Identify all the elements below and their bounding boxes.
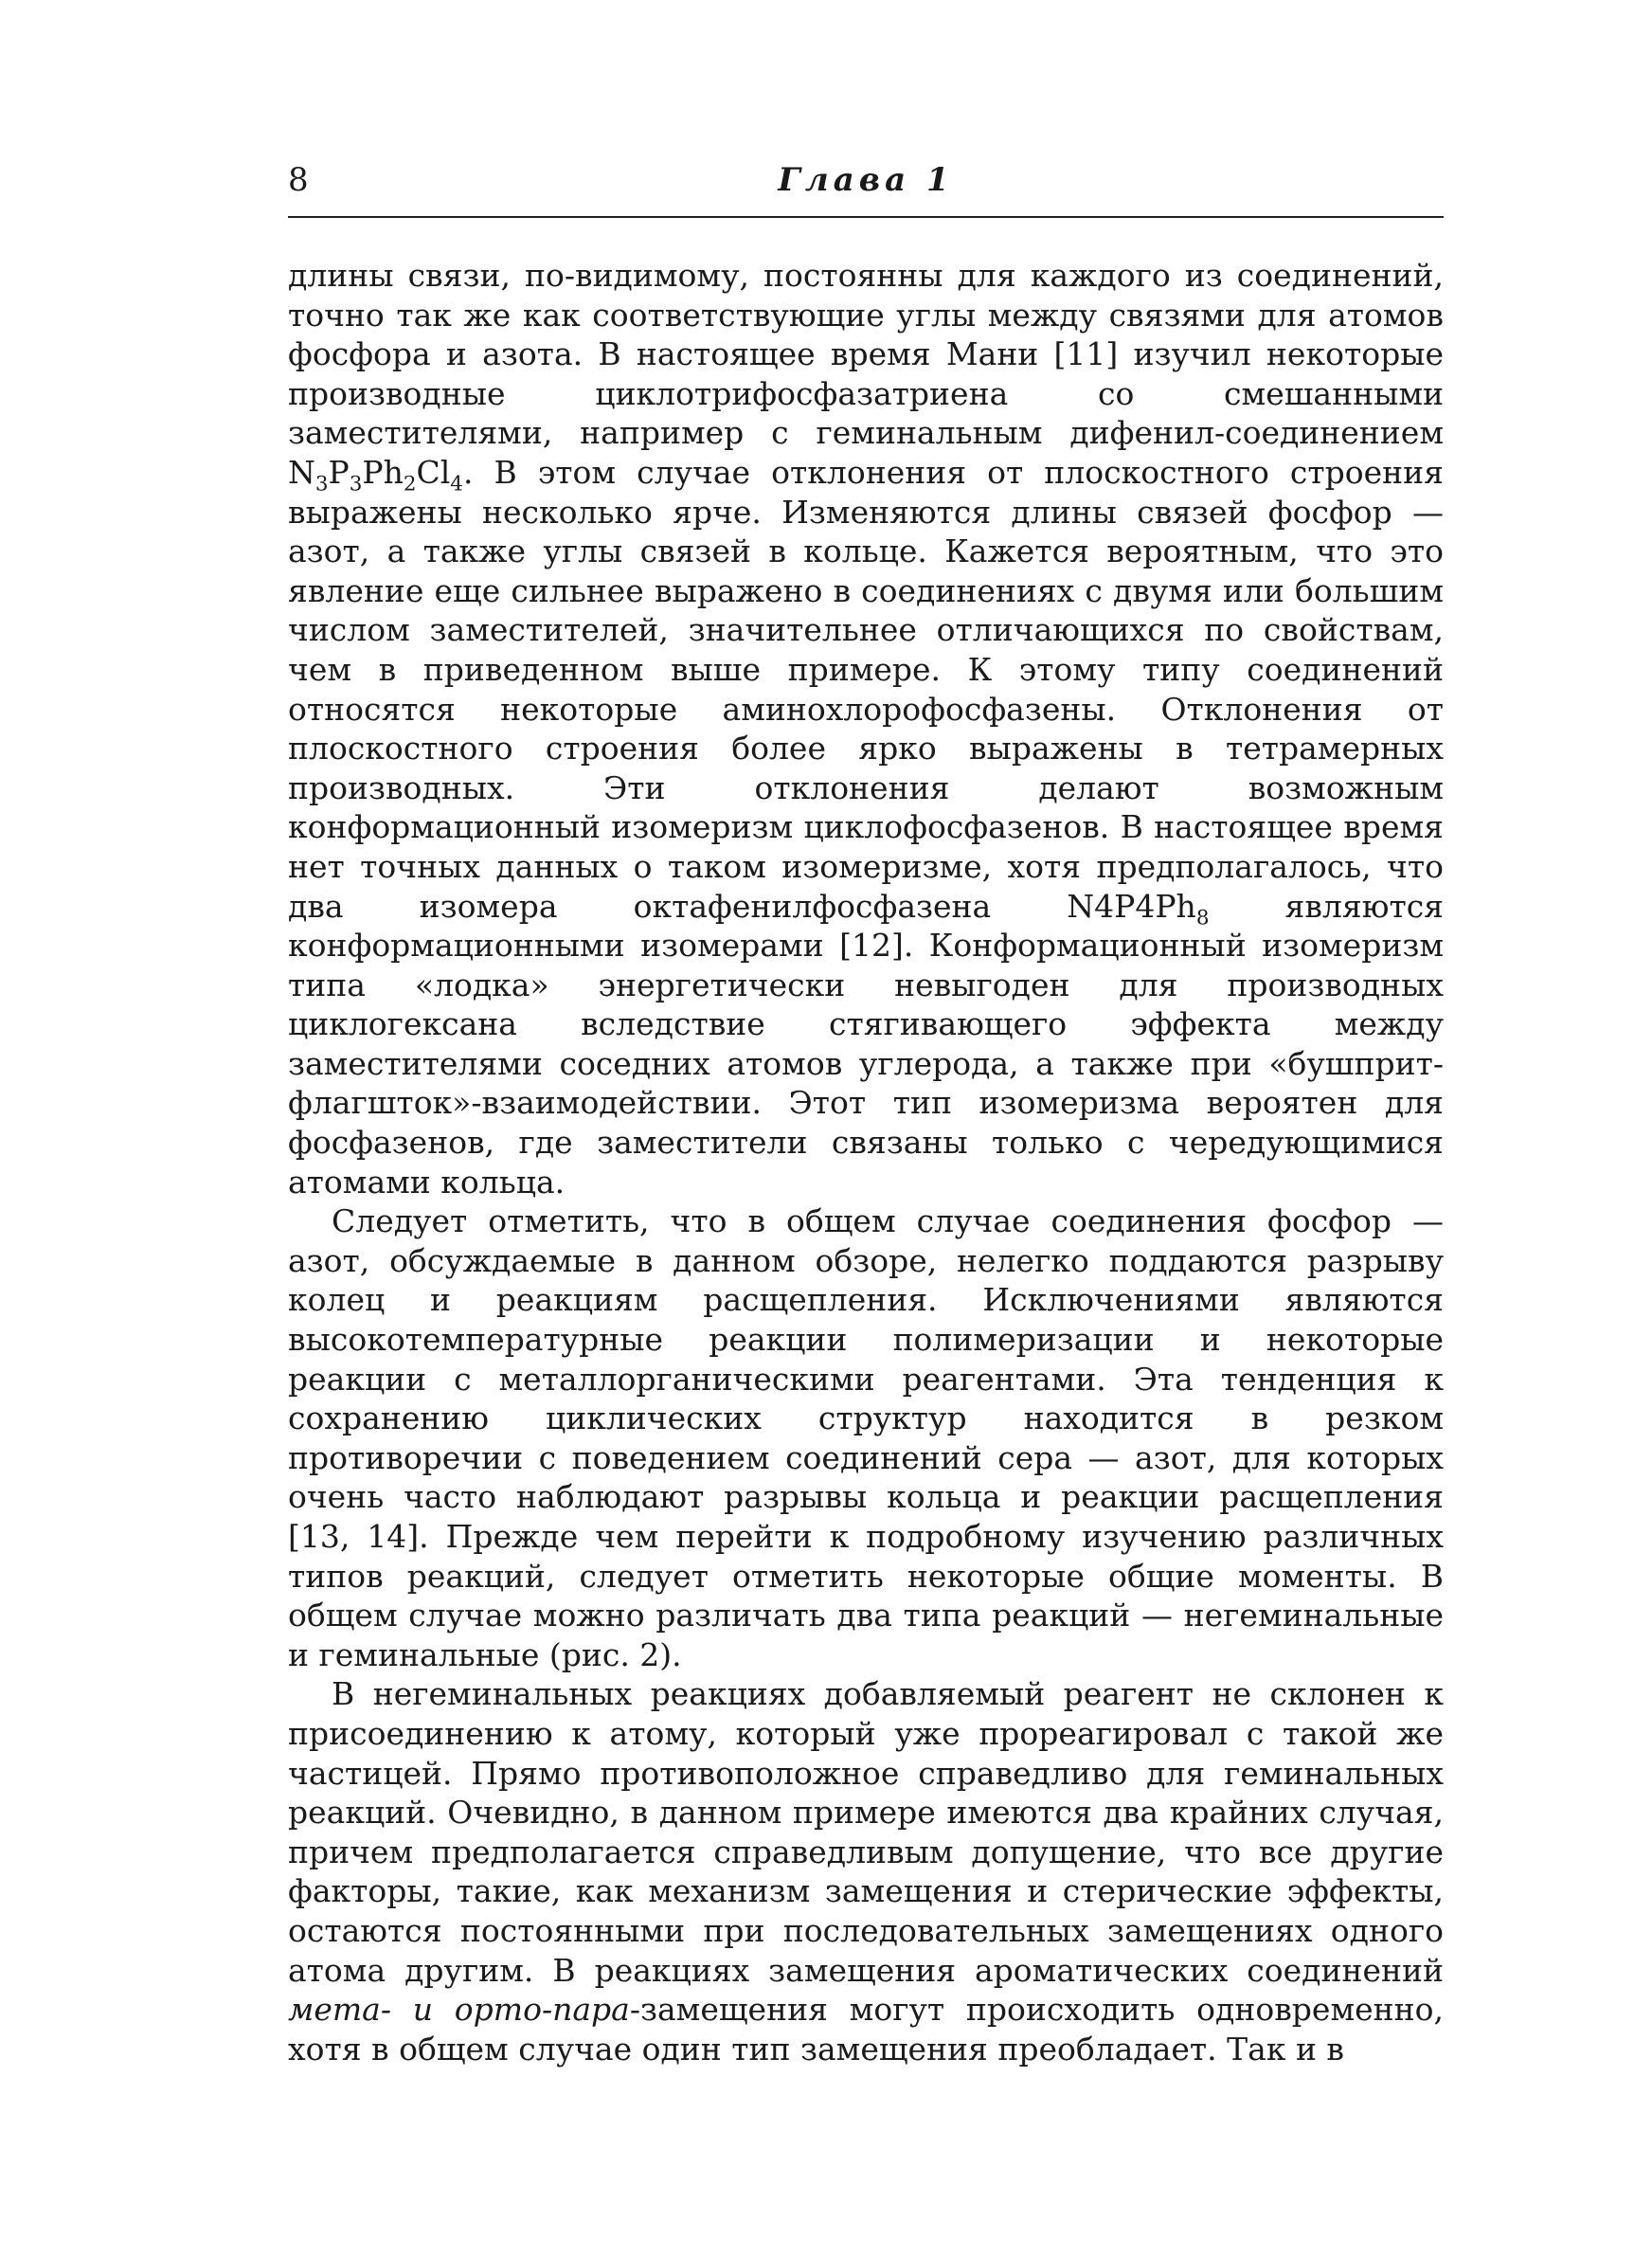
- formula-n4p4ph8: $N4P4Ph_8$: [1067, 887, 1210, 930]
- body-text: [288, 256, 1444, 2068]
- paragraph-2: Следует отметить, что в общем случае соединения фосфор — азот, обсуждаемые в данном обзоре, нелегко поддаются разрыву колец и реакциям расщепления. Исключениями являются высокотемпературные реакции полимеризации и некоторые реакции с металлорганическими реагентами. Эта тенденция к сохранению циклических структур находится в резком противоречии с поведением соединений сера — азот, для которых очень часто наблюдают разрывы кольца и реакции расщепления [13, 14]. Прежде чем перейти к подробному изучению различных типов реакций, следует отметить некоторые общие моменты. В общем случае можно различать два типа реакций — негеминальные и геминальные (рис. 2).: [288, 1202, 1444, 1673]
- paragraph-1-part-a: длины связи, по-видимому, постоянны для каждого из соединений, точно так же как соответствующие углы между связями для атомов фосфора и азота. В настоящее время Мани [11] изучил некоторые производные циклотрифосфазатриена со смешанными заместителями, например с геминальным дифенил-соединением: [288, 257, 1444, 452]
- paragraph-3-part-b: -замещения могут происходить одновременно, хотя в общем случае один тип замещения преобладает. Так и в: [288, 1991, 1444, 2067]
- paragraph-1: [288, 256, 1444, 1201]
- formula-n3p3ph2cl4: $N_3P_3Ph_2Cl_4$: [288, 453, 463, 497]
- paragraph-3-italic-term: мета- и орто-пара: [288, 1991, 630, 2029]
- header-rule: [288, 216, 1444, 218]
- book-page: [288, 161, 1444, 2068]
- page-header: [288, 161, 1444, 208]
- paragraph-3-part-a: В негеминальных реакциях добавляемый реагент не склонен к присоединению к атому, который уже прореагировал с такой же частицей. Прямо противоположное справедливо для геминальных реакций. Очевидно, в данном примере имеются два крайних случая, причем предполагается справедливым допущение, что все другие факторы, такие, как механизм замещения и стерические эффекты, остаются постоянными при последовательных замещениях одного атома другим. В реакциях замещения ароматических соединений: [288, 1675, 1444, 1989]
- page-number: 8: [288, 161, 309, 199]
- paragraph-3: [288, 1674, 1444, 2068]
- paragraph-1-part-c: являются конформационными изомерами [12]. Конформационный изомеризм типа «лодка» энергетически невыгоден для производных циклогексана вследствие стягивающего эффекта между заместителями соседних атомов углерода, а также при «бушприт-флагшток»-взаимодействии. Этот тип изомеризма вероятен для фосфазенов, где заместители связаны только с чередующимися атомами кольца.: [288, 887, 1444, 1201]
- running-head: Глава 1: [778, 161, 954, 199]
- paragraph-1-part-b: . В этом случае отклонения от плоскостного строения выражены несколько ярче. Изменяются длины связей фосфор — азот, а также углы связей в кольце. Кажется вероятным, что это явление еще сильнее выражено в соединениях с двумя или большим числом заместителей, значительнее отличающихся по свойствам, чем в приведенном выше примере. К этому типу соединений относятся некоторые аминохлорофосфазены. Отклонения от плоскостного строения более ярко выражены в тетрамерных производных. Эти отклонения делают возможным конформационный изомеризм циклофосфазенов. В настоящее время нет точных данных о таком изомеризме, хотя предполагалось, что два изомера октафенилфосфазена: [288, 453, 1444, 925]
